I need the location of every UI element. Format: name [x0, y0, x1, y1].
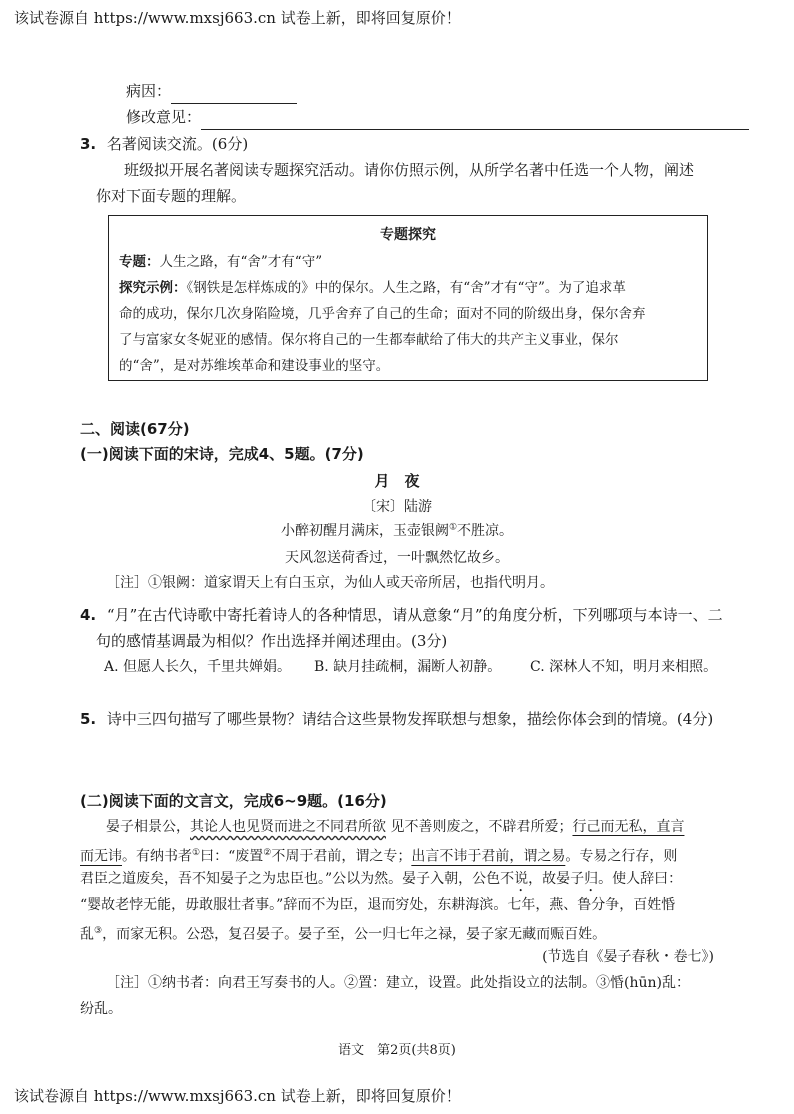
question-text: 诗中三四句描写了哪些景物？请结合这些景物发挥联想与想象，描绘你体会到的情境。(4分): [106, 710, 714, 728]
example-line-4: 的“舍”，是对苏维埃革命和建设事业的坚守。: [119, 358, 390, 374]
text-span: ，故晏子: [528, 871, 585, 887]
wavy-underlined-sentence: 其论人也见贤而进之不同君所欲: [190, 819, 386, 835]
question-number: 5.: [80, 710, 97, 728]
q3-prompt-line-2: 你对下面专题的理解。: [96, 187, 247, 205]
section-2-heading: 二、阅读(67分): [80, 420, 190, 438]
text-span: ，而家无积。公恐，复召晏子。晏子至，公一归七年之禄，晏子家无藏而赈百姓。: [102, 926, 607, 943]
topic-line: [119, 248, 322, 276]
question-4-line-2: 句的感情基调最为相似？作出选择并阐述理由。(3分): [96, 632, 448, 650]
underlined-sentence: 行己而无私，直言: [572, 819, 685, 835]
option-b[interactable]: B. 缺月挂疏桐，漏断人初静。: [314, 659, 502, 675]
option-c[interactable]: C. 深林人不知，明月来相照。: [530, 659, 718, 675]
note-marker: ①: [448, 522, 458, 533]
example-text-1: 《钢铁是怎样炼成的》中的保尔。人生之路，有“舍”才有“守”。为了追求革: [186, 280, 626, 296]
topic-box-title: 专题探究: [380, 227, 436, 243]
example-line-2: 命的成功，保尔几次身陷险境，几乎舍弃了自己的生命；面对不同的阶级出身，保尔舍弃: [119, 306, 646, 322]
bottom-banner: 该试卷源自 https://www.mxsj663.cn 试卷上新，即将回复原价！: [14, 1087, 461, 1105]
classical-line-4: “婴故老悖无能，毋敢服壮者事。”辞而不为臣，退而穷处，东耕海滨。七年，燕、鲁分争，百姓惛: [80, 897, 676, 913]
text-span: 乱: [80, 926, 94, 943]
fix-line: [126, 104, 749, 130]
text-span: 。有纳书者: [122, 848, 192, 865]
cause-answer-blank[interactable]: [171, 85, 297, 104]
example-line-1: [119, 274, 626, 302]
poem-note: ［注］①银阙：道家谓天上有白玉京，为仙人或天帝所居，也指代明月。: [106, 575, 554, 591]
fix-label: 修改意见：: [126, 108, 202, 126]
classical-note-line-2: 纷乱。: [80, 1001, 122, 1017]
part-1-heading: (一)阅读下面的宋诗，完成4、5题。(7分): [80, 445, 364, 463]
text-span: 。专易之行存，则: [565, 848, 678, 865]
question-3-title: [80, 131, 248, 157]
underlined-sentence: 出言不讳于君前，谓之易: [411, 848, 566, 865]
text-span: 晏子相景公，: [106, 819, 190, 835]
poem-line-2: 天风忽送荷香过，一叶飘然忆故乡。: [285, 550, 509, 566]
question-4-line-1: [80, 602, 723, 628]
top-banner: 该试卷源自 https://www.mxsj663.cn 试卷上新，即将回复原价！: [14, 9, 461, 27]
cause-line: [126, 78, 297, 104]
text-span: 。使人辞曰：: [598, 871, 683, 887]
note-marker: ②: [263, 848, 272, 858]
text-span: 曰：“废置: [200, 848, 264, 865]
poem-title: 月 夜: [374, 472, 420, 490]
fix-answer-blank[interactable]: [201, 111, 749, 130]
classical-line-1: [106, 814, 684, 840]
classical-source: (节选自《晏子春秋・卷七》): [542, 949, 714, 965]
dotted-word: 归: [584, 871, 599, 887]
dotted-word: 说: [514, 871, 529, 887]
classical-line-3: [80, 866, 682, 895]
classical-line-5: [80, 918, 606, 948]
topic-label: 专题：: [119, 254, 160, 270]
q3-prompt-line-1: 班级拟开展名著阅读专题探究活动。请你仿照示例，从所学名著中任选一个人物，阐述: [124, 161, 695, 179]
question-number: 4.: [80, 606, 97, 624]
example-label: 探究示例：: [119, 280, 187, 296]
topic-box: [108, 215, 708, 381]
note-marker: ③: [94, 926, 103, 936]
text-span: 不周于君前，谓之专；: [271, 848, 412, 865]
question-title: 名著阅读交流。(6分): [106, 135, 249, 153]
example-line-3: 了与富家女冬妮亚的感情。保尔将自己的一生都奉献给了伟大的共产主义事业，保尔: [119, 332, 619, 348]
text-span: 君臣之道废矣，吾不知晏子之为忠臣也。”公以为然。晏子入朝，公色不: [80, 871, 515, 887]
option-a[interactable]: A. 但愿人长久，千里共婵娟。: [104, 659, 292, 675]
page-footer: 语文 第2页(共8页): [338, 1043, 456, 1058]
poem-author: 〔宋〕陆游: [362, 499, 432, 515]
cause-label: 病因：: [126, 82, 172, 100]
note-marker: ①: [192, 848, 201, 858]
topic-text: 人生之路，有“舍”才有“守”: [159, 254, 323, 270]
text-span: 见不善则废之，不辟君所爱；: [390, 819, 573, 835]
question-5: [80, 706, 713, 732]
poem-line-1: [0, 520, 794, 540]
question-text: “月”在古代诗歌中寄托着诗人的各种情思，请从意象“月”的角度分析，下列哪项与本诗一、二: [106, 606, 723, 624]
classical-note-line-1: ［注］①纳书者：向君王写奏书的人。②置：建立，设置。此处指设立的法制。③惛(hūn)乱：: [106, 975, 690, 991]
underlined-sentence: 而无讳: [80, 848, 122, 865]
poem-line-1-a: 小醉初醒月满床，玉壶银阙: [280, 523, 449, 539]
question-number: 3.: [80, 135, 97, 153]
part-2-heading: (二)阅读下面的文言文，完成6~9题。(16分): [80, 792, 387, 810]
poem-line-1-b: 不胜凉。: [457, 523, 514, 539]
